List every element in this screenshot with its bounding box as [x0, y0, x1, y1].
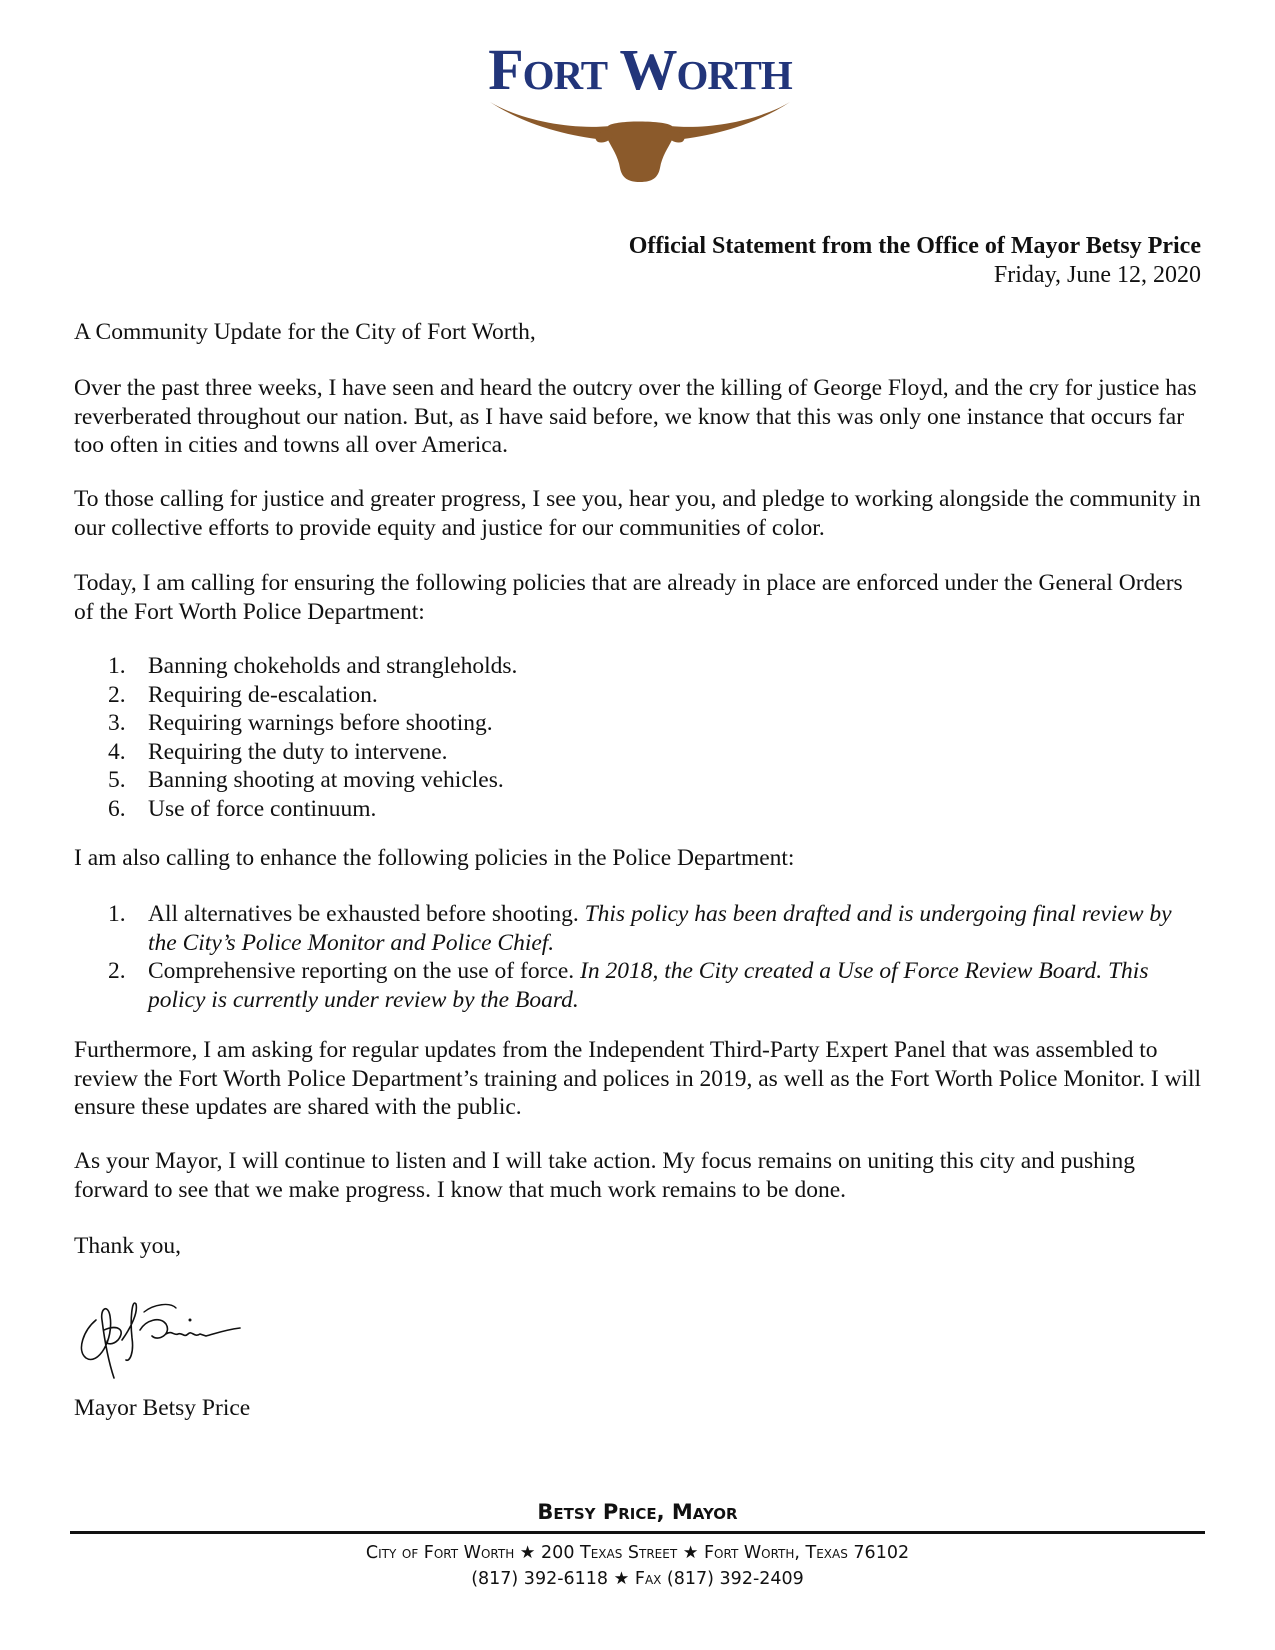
signer-name [74, 1394, 1204, 1423]
footer-phone: (817) 392-6118 ★ Fax (817) 392-2409 [471, 1569, 804, 1589]
signature [74, 1290, 254, 1385]
paragraph-6-text: As your Mayor, I will continue to listen and I will take action. My focus remains on uniting this city and pushing forward to see that we make progress. I know that much work remains to be done. [74, 1148, 1135, 1203]
list-item-number: 6. [108, 795, 126, 822]
list-item-text: Requiring de-escalation. [148, 681, 378, 708]
paragraph-1 [74, 374, 1204, 460]
list-item-number: 2. [108, 681, 126, 708]
fort-worth-logo [480, 37, 800, 190]
longhorn-icon [480, 90, 800, 190]
footer-contact [0, 1540, 1275, 1592]
list-item [108, 900, 1198, 957]
list-item-text: Requiring the duty to intervene. [148, 738, 448, 765]
list-item [108, 709, 1198, 738]
paragraph-1-text: Over the past three weeks, I have seen and heard the outcry over the killing of George Floyd, and the cry for justice has reverberated throughout our nation. But, as I have said before, we know that this was only one instance that occurs far too often in cities and towns all over America. [74, 375, 1197, 458]
list-item-note: This policy has been drafted and is undergoing final review by the City’s Police Monitor and Police Chief. [148, 901, 1172, 956]
paragraph-3-text: Today, I am calling for ensuring the following policies that are already in place are enforced under the General Orders of the Fort Worth Police Department: [74, 570, 1183, 625]
paragraph-2 [74, 485, 1204, 542]
list-item [108, 795, 1198, 824]
list-item [108, 681, 1198, 710]
paragraph-6 [74, 1147, 1204, 1204]
statement-date: Friday, June 12, 2020 [993, 262, 1201, 288]
paragraph-5-text: Furthermore, I am asking for regular updates from the Independent Third-Party Expert Panel that was assembled to review the Fort Worth Police Department’s training and polices in 2019, as well as the Fort Worth Police Monitor. I will ensure these updates are shared with the public. [74, 1037, 1202, 1120]
closing-text: Thank you, [74, 1233, 182, 1259]
list-item-number: 5. [108, 767, 126, 793]
paragraph-3 [74, 569, 1204, 626]
paragraph-4-text: I am also calling to enhance the following policies in the Police Department: [74, 845, 795, 871]
greeting [74, 318, 1204, 347]
paragraph-5 [74, 1036, 1204, 1122]
statement-header [629, 232, 1201, 290]
enforced-policies-list [108, 652, 1198, 823]
list-item-body [148, 957, 1198, 1014]
list-item-number: 1. [108, 653, 126, 679]
list-item-note: In 2018, the City created a Use of Force Review Board. This policy is currently under review by the Board. [148, 958, 1149, 1013]
list-item-text: Banning shooting at moving vehicles. [148, 767, 504, 793]
list-item-text: Use of force continuum. [148, 795, 377, 822]
signer-name-text: Mayor Betsy Price [74, 1395, 251, 1421]
statement-title: Official Statement from the Office of Mayor Betsy Price [628, 233, 1201, 259]
list-item-text: Banning chokeholds and strangleholds. [148, 653, 518, 679]
logo-wordmark: Fort Worth [488, 37, 792, 102]
list-item [108, 957, 1198, 1014]
greeting-text: A Community Update for the City of Fort Worth, [74, 319, 536, 345]
footer-address: City of Fort Worth ★ 200 Texas Street ★ Fort Worth, Texas 76102 [365, 1543, 910, 1563]
list-item-text: Requiring warnings before shooting. [148, 710, 493, 736]
list-item [108, 652, 1198, 681]
footer-mayor-name: Betsy Price, Mayor [537, 1500, 738, 1524]
list-item-text: Comprehensive reporting on the use of force. [148, 958, 575, 984]
list-item [108, 766, 1198, 795]
paragraph-2-text: To those calling for justice and greater progress, I see you, hear you, and pledge to working alongside the community in our collective efforts to provide equity and justice for our communities of color. [74, 486, 1201, 541]
list-item-number: 1. [108, 901, 126, 927]
list-item [108, 738, 1198, 767]
enhanced-policies-list [108, 900, 1198, 1014]
paragraph-4 [74, 844, 1204, 873]
list-item-number: 3. [108, 710, 126, 736]
footer-divider [70, 1531, 1205, 1534]
list-item-number: 4. [108, 738, 126, 765]
list-item-body [148, 900, 1198, 957]
list-item-number: 2. [108, 958, 126, 984]
closing [74, 1232, 1204, 1261]
list-item-text: All alternatives be exhausted before shooting. [148, 901, 579, 927]
